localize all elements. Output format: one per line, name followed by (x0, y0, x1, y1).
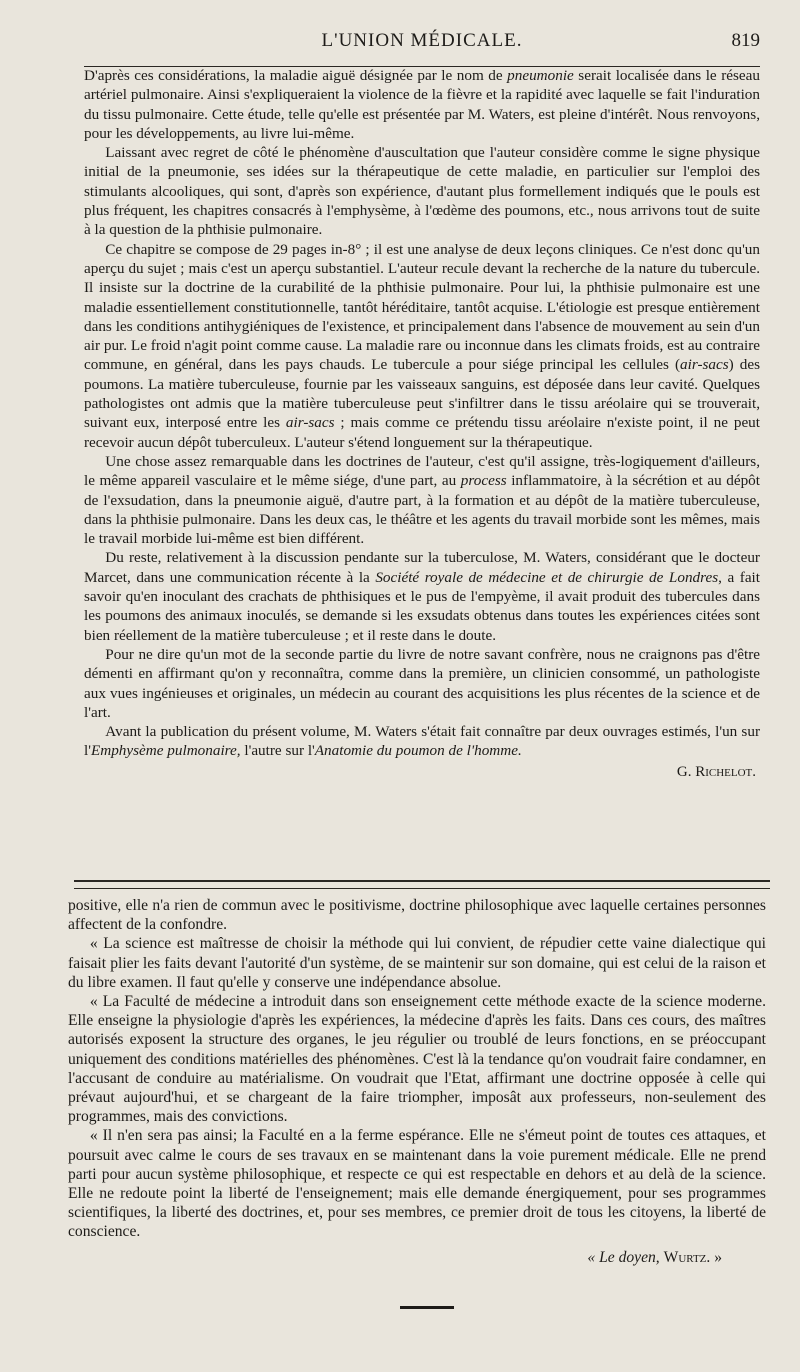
signature-role: « Le doyen, (587, 1248, 660, 1266)
page-number: 819 (731, 30, 760, 51)
feuilleton-paragraph: « La science est maîtresse de choisir la méthode qui lui convient, de répudier cette vaine dialectique qui faisait plier les faits devant l'autorité d'un système, de se maintenir sur son domaine, qui est celui de la raison et du libre examen. Il faut qu'elle y conserve une indépendance absolue. (68, 935, 766, 991)
article-paragraph: Avant la publication du présent volume, M. Waters s'était fait connaître par deux ouvrages estimés, l'un sur l'Emphysème pulmonaire, l'autre sur l'Anatomie du poumon de l'homme. (84, 723, 760, 760)
end-rule (400, 1306, 454, 1309)
article-paragraph: Laissant avec regret de côté le phénomène d'auscultation que l'auteur considère comme le signe physique initial de la pneumonie, ses idées sur la thérapeutique de cette maladie, en particulier sur l'emploi des stimulants alcooliques, qui sont, d'après son expérience, d'autant plus formellement indiqués que le pouls est plus fréquent, les chapitres consacrés à l'emphysème, à l'œdème des poumons, etc., nous arrivons tout de suite à la question de la phthisie pulmonaire. (84, 144, 760, 239)
feuilleton-body (68, 896, 766, 1267)
feuilleton-paragraph: « La Faculté de médecine a introduit dans son enseignement cette méthode exacte de la science moderne. Elle enseigne la physiologie d'après les expériences, la médecine d'après les faits. Dans ces cours, des maîtres autorisés exposent la structure des organes, le jeu régulier ou troublé de leurs fonctions, en se préoccupant uniquement des conditions matérielles des phénomènes. C'est là la tendance qu'on voudrait faire condamner, en l'accusant de conduire au matérialisme. On voudrait que l'Etat, affirmant une doctrine opposée à celle qui prévaut aujourd'hui, et se chargeant de la faire triompher, imposât aux professeurs, non-seulement des programmes, mais des convictions. (68, 993, 766, 1126)
feuilleton-paragraphs (68, 896, 766, 1242)
running-header (84, 30, 760, 60)
article-paragraphs (84, 66, 760, 761)
italic-term: Emphysème pulmonaire, (90, 742, 241, 760)
italic-term: process (460, 472, 507, 490)
journal-title: L'UNION MÉDICALE. (321, 30, 523, 51)
feuilleton-paragraph: « Il n'en sera pas ainsi; la Faculté en a la ferme espérance. Elle ne s'émeut point de toutes ces attaques, et poursuit avec calme le cours de ses travaux en se maintenant dans la voie purement médicale. Elle ne prend parti pour aucun système philosophique, et respecte ce qui est respectable en dehors et au delà de la science. Elle ne redoute point la liberté de l'enseignement; mais elle demande énergiquement, pour ses programmes scientifiques, la liberté des doctrines, et, pour ses membres, ce premier droit de tous les citoyens, la liberté de conscience. (68, 1127, 766, 1241)
italic-term: pneumonie (507, 67, 574, 84)
article-body (84, 66, 760, 782)
article-signature: G. Richelot. (676, 763, 756, 780)
italic-term: air-sacs (680, 356, 729, 374)
article-paragraph: Une chose assez remarquable dans les doctrines de l'auteur, c'est qu'il assigne, très-logiquement d'ailleurs, le même appareil vasculaire et le même siége, d'une part, au process inflammatoire, à la sécrétion et au dépôt de l'exsudation, dans la pneumonie aiguë, d'autre part, à la formation et au dépôt de la matière tuberculeuse, dans la phthisie pulmonaire. Dans les deux cas, le théâtre et les agents du travail morbide sont les mêmes, mais le travail morbide lui-même est bien différent. (84, 452, 760, 548)
feuilleton-signature (68, 1248, 766, 1267)
article-paragraph: Pour ne dire qu'un mot de la seconde partie du livre de notre savant confrère, nous ne craignons pas d'être démenti en affirmant qu'on y reconnaîtra, comme dans la première, un clinicien consommé, un pathologiste aux vues ingénieuses et originales, un médecin au courant des acquisitions les plus récentes de la science et de l'art. (84, 645, 760, 721)
feuilleton-separator (74, 880, 770, 889)
article-paragraph: D'après ces considérations, la maladie aiguë désignée par le nom de pneumonie serait localisée dans le réseau artériel pulmonaire. Ainsi s'expliqueraient la violence de la fièvre et la rapidité avec laquelle se fait l'induration du tissu pulmonaire. Cette étude, telle qu'elle est présentée par M. Waters, est pleine d'intérêt. Nous renvoyons, pour les développements, au livre lui-même. (84, 67, 760, 142)
italic-term: air-sacs (285, 414, 335, 432)
feuilleton-paragraph: positive, elle n'a rien de commun avec le positivisme, doctrine philosophique avec laquelle certaines personnes affectent de la confondre. (68, 897, 766, 934)
article-paragraph: Du reste, relativement à la discussion pendante sur la tuberculose, M. Waters, considérant que le docteur Marcet, dans une communication récente à la Société royale de médecine et de chirurgie de Londres, a fait savoir qu'en inoculant des crachats de phthisiques et le pus de l'empyème, il avait produit des tubercules dans les poumons des animaux inoculés, se demande si les exsudats obtenus dans toutes les expériences citées sont bien réellement de la matière tuberculeuse ; et il reste dans le doute. (84, 549, 760, 644)
italic-term: Anatomie du poumon de l'homme. (314, 742, 522, 760)
italic-term: Société royale de médecine et de chirurgie de Londres (375, 568, 719, 586)
signature-name: Wurtz. » (663, 1248, 722, 1266)
article-paragraph: Ce chapitre se compose de 29 pages in-8° ; il est une analyse de deux leçons cliniques. Ce n'est donc qu'un aperçu du sujet ; mais c'est un aperçu substantiel. L'auteur recule devant la recherche de la nature du tubercule. Il insiste sur la doctrine de la curabilité de la phthisie pulmonaire. Pour lui, la phthisie pulmonaire est une maladie essentiellement constitutionnelle, tantôt héréditaire, tantôt acquise. L'étiologie est presque entièrement dans les conditions antihygiéniques de l'existence, et principalement dans l'absence de mouvement au sein d'un air pur. Le froid n'agit point comme cause. La maladie rare ou inconnue dans les climats froids, est au contraire commune, en général, dans les pays chauds. Le tubercule a pour siége principal les cellules (air-sacs) des poumons. La matière tuberculeuse, fournie par les vaisseaux sanguins, est déposée dans leur cavité. Quelques pathologistes ont admis que la matière tuberculeuse peut s'infiltrer dans le tissu aréolaire qui se trouverait, suivant eux, interposé entre les air-sacs ; mais comme ce prétendu tissu aréolaire n'existe point, il ne peut recevoir aucun dépôt tuberculeux. L'auteur s'étend longuement sur la thérapeutique. (84, 240, 761, 451)
